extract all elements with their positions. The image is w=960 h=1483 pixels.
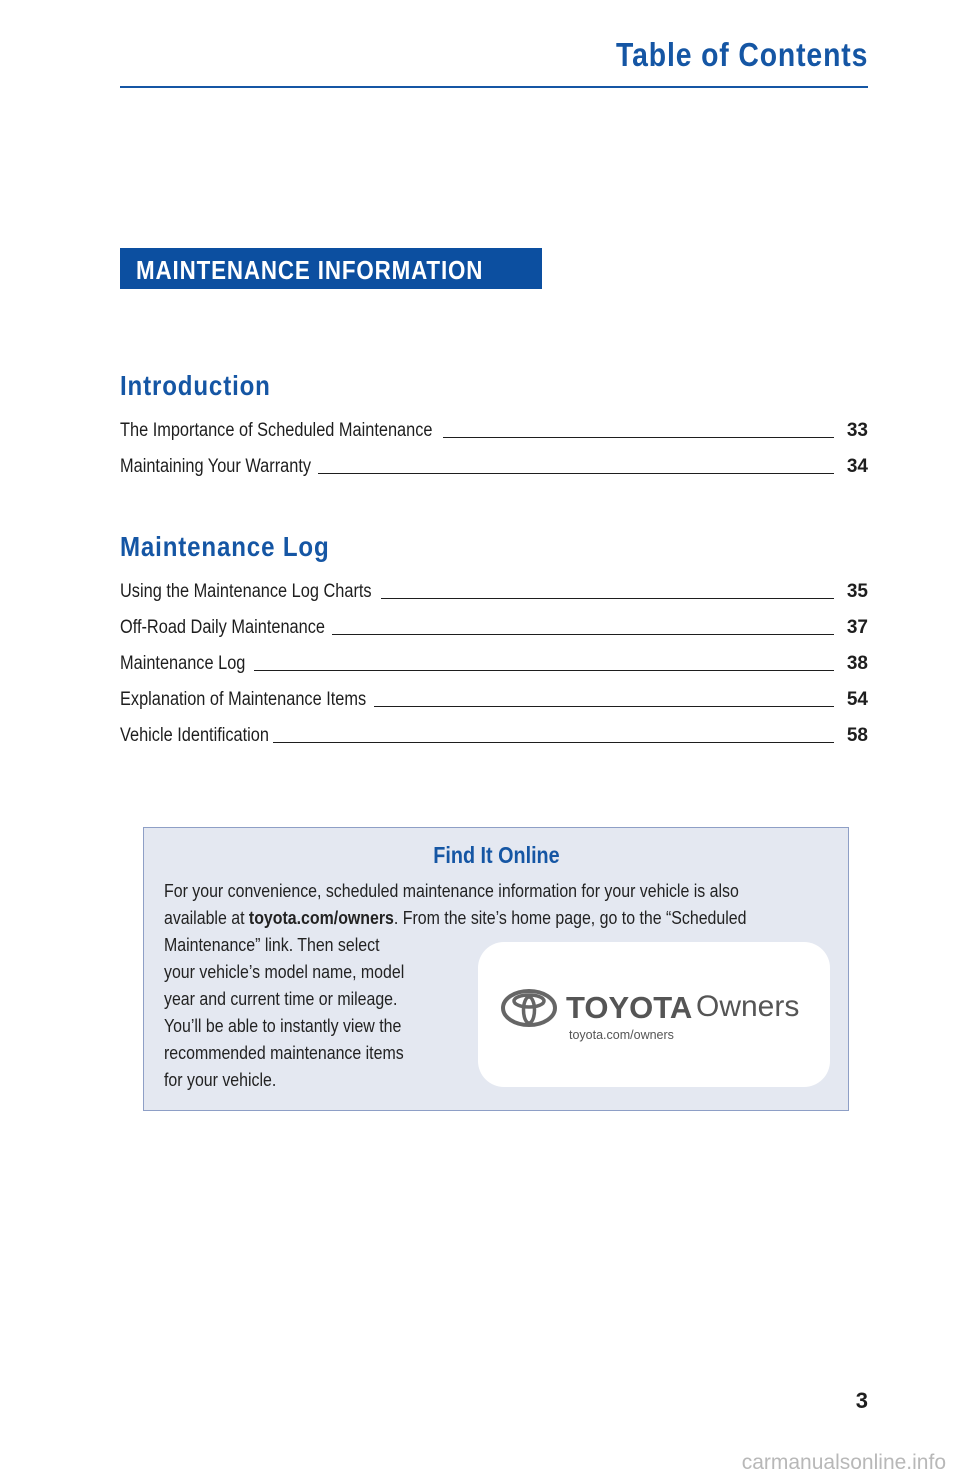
toc-entry-label: The Importance of Scheduled Maintenance (120, 420, 433, 441)
find-it-online-text: For your convenience, scheduled maintenance information for your vehicle is also (164, 880, 739, 901)
toc-entry-page: 34 (846, 456, 868, 477)
find-it-online-title: Find It Online (432, 842, 560, 868)
logo-url: toyota.com/owners (569, 1028, 674, 1042)
toc-entry-label: Maintenance Log (120, 653, 246, 674)
find-it-online-text: Maintenance” link. Then select (164, 934, 380, 955)
find-it-online-text: available at toyota.com/owners. From the site’s home page, go to the “Scheduled (164, 907, 747, 928)
find-it-online-text: your vehicle’s model name, model (164, 961, 405, 982)
toc-leader-line (374, 706, 834, 707)
watermark: carmanualsonline.info (741, 1451, 946, 1474)
toc-entry-label: Maintaining Your Warranty (120, 456, 312, 477)
page-number: 3 (855, 1388, 868, 1413)
section-title-introduction: Introduction (120, 370, 271, 401)
toc-entry[interactable] (120, 649, 868, 675)
toc-entry[interactable] (120, 416, 868, 442)
toyota-emblem-icon (500, 988, 558, 1028)
toc-entry[interactable] (120, 685, 868, 711)
find-it-online-text: recommended maintenance items (164, 1042, 404, 1063)
toc-entry-page: 33 (846, 420, 868, 441)
toc-leader-line (273, 742, 834, 743)
toc-entry[interactable] (120, 452, 868, 478)
toc-leader-line (332, 634, 834, 635)
owners-wordmark: Owners (696, 990, 800, 1023)
toc-leader-line (443, 437, 834, 438)
find-it-online-text: for your vehicle. (164, 1069, 277, 1090)
toc-entry-label: Using the Maintenance Log Charts (120, 581, 372, 602)
find-it-online-box (143, 827, 849, 1111)
section-title-maintenance-log: Maintenance Log (120, 531, 330, 562)
toyota-wordmark: TOYOTA (566, 990, 693, 1025)
toc-entry[interactable] (120, 721, 868, 747)
toc-entry-page: 54 (846, 689, 868, 710)
toc-entry-page: 37 (846, 617, 868, 638)
owners-link[interactable]: toyota.com/owners (248, 907, 394, 928)
section-banner (120, 248, 542, 289)
find-it-online-text: You’ll be able to instantly view the (164, 1015, 402, 1036)
toc-leader-line (254, 670, 834, 671)
toc-entry-label: Explanation of Maintenance Items (120, 689, 367, 710)
toc-entry[interactable] (120, 577, 868, 603)
title-divider (120, 86, 868, 88)
toc-entry[interactable] (120, 613, 868, 639)
toc-entry-page: 35 (846, 581, 868, 602)
page-title: Table of Contents (615, 36, 868, 73)
toc-leader-line (318, 473, 834, 474)
toc-leader-line (381, 598, 834, 599)
section-banner-label: MAINTENANCE INFORMATION (136, 255, 484, 285)
toc-entry-page: 58 (846, 725, 868, 746)
find-it-online-text: year and current time or mileage. (164, 988, 398, 1009)
toyota-owners-logo (478, 942, 830, 1087)
toc-entry-label: Off-Road Daily Maintenance (120, 617, 325, 638)
toc-entry-label: Vehicle Identification (120, 725, 269, 746)
toc-entry-page: 38 (846, 653, 868, 674)
